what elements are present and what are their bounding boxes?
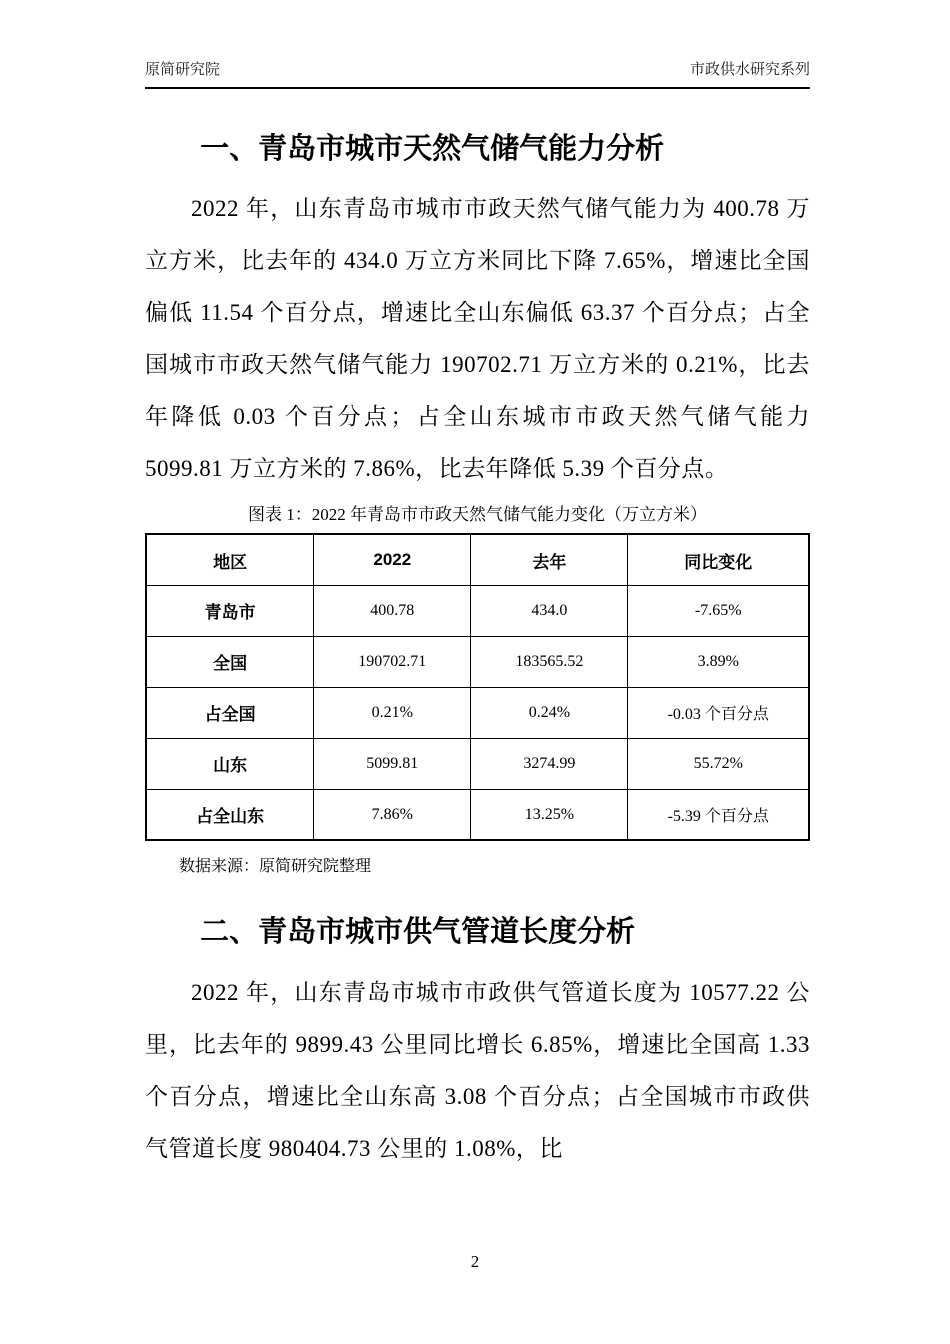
section2-title: 二、青岛市城市供气管道长度分析 xyxy=(200,916,636,949)
section1-paragraph: 2022 年，山东青岛市城市市政天然气储气能力为 400.78 万立方米，比去年的 434.0 万立方米同比下降 7.65%，增速比全国偏低 11.54 个百分点，增速比全山东偏低 63.37 个百分点；占全国城市市政天然气储气能力 190702.71 万立方米的 0.21%，比去年降低 0.03 个百分点；占全山东城市市政天然气储气能力 5099.81 万立方米的 7.86%，比去年降低 5.39 个百分点。 xyxy=(145,196,810,482)
table-cell: 青岛市 xyxy=(146,585,314,636)
table-cell: 山东 xyxy=(146,738,314,789)
table-cell: 183565.52 xyxy=(471,636,628,687)
table-cell: 7.86% xyxy=(314,789,471,840)
table-cell: 13.25% xyxy=(471,789,628,840)
table-header-lastyear: 去年 xyxy=(471,534,628,585)
table-cell: -5.39 个百分点 xyxy=(628,789,809,840)
header-right-text: 市政供水研究系列 xyxy=(689,61,810,78)
table-cell: 0.24% xyxy=(471,687,628,738)
data-source-note: 数据来源：原简研究院整理 xyxy=(179,858,372,876)
table-caption: 图表 1：2022 年青岛市市政天然气储气能力变化（万立方米） xyxy=(248,505,707,525)
table-cell: 5099.81 xyxy=(314,738,471,789)
table-cell: 占全山东 xyxy=(146,789,314,840)
table-row xyxy=(146,687,809,738)
table-row xyxy=(146,789,809,840)
table-cell: 400.78 xyxy=(314,585,471,636)
section1-title: 一、青岛市城市天然气储气能力分析 xyxy=(200,133,665,165)
section2-paragraph: 2022 年，山东青岛市城市市政供气管道长度为 10577.22 公里，比去年的 9899.43 公里同比增长 6.85%，增速比全国高 1.33 个百分点，增速比全山东高 3.08 个百分点；占全国城市市政供气管道长度 980404.73 公里的 1.08%，比 xyxy=(145,979,810,1161)
table-header-row xyxy=(146,534,809,585)
table-row xyxy=(146,738,809,789)
table-cell: 3274.99 xyxy=(471,738,628,789)
header-divider xyxy=(145,87,810,89)
gas-storage-table xyxy=(145,533,810,841)
table-header-region: 地区 xyxy=(146,534,314,585)
table-cell: 3.89% xyxy=(628,636,809,687)
table-cell: -0.03 个百分点 xyxy=(628,687,809,738)
table-cell: -7.65% xyxy=(628,585,809,636)
page-header xyxy=(145,58,810,87)
table-cell: 190702.71 xyxy=(314,636,471,687)
table-header-2022: 2022 xyxy=(314,534,471,585)
table-header-change: 同比变化 xyxy=(628,534,809,585)
table-cell: 占全国 xyxy=(146,687,314,738)
table-cell: 全国 xyxy=(146,636,314,687)
table-row xyxy=(146,636,809,687)
table-cell: 434.0 xyxy=(471,585,628,636)
page-number: 2 xyxy=(470,1252,480,1271)
table-cell: 0.21% xyxy=(314,687,471,738)
header-left-text: 原简研究院 xyxy=(145,61,221,78)
table-row xyxy=(146,585,809,636)
table-cell: 55.72% xyxy=(628,738,809,789)
